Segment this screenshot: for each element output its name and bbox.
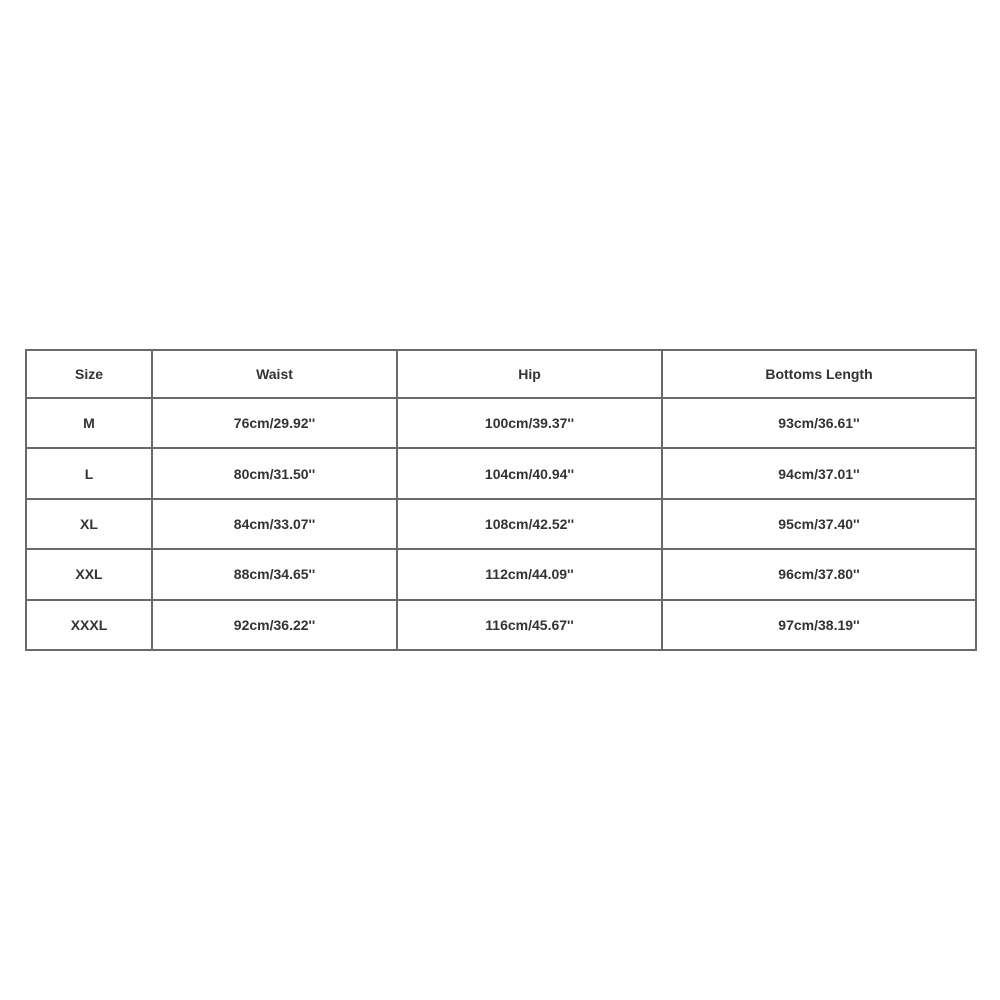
waist-cell: 80cm/31.50'' bbox=[152, 448, 397, 498]
waist-cell: 92cm/36.22'' bbox=[152, 600, 397, 650]
bottoms-length-cell: 97cm/38.19'' bbox=[662, 600, 976, 650]
waist-cell: 88cm/34.65'' bbox=[152, 549, 397, 599]
hip-cell: 116cm/45.67'' bbox=[397, 600, 662, 650]
hip-cell: 112cm/44.09'' bbox=[397, 549, 662, 599]
hip-cell: 108cm/42.52'' bbox=[397, 499, 662, 549]
header-row bbox=[26, 350, 976, 398]
size-cell: L bbox=[26, 448, 152, 498]
waist-cell: 76cm/29.92'' bbox=[152, 398, 397, 448]
bottoms-length-cell: 93cm/36.61'' bbox=[662, 398, 976, 448]
table-row bbox=[26, 600, 976, 650]
bottoms-length-cell: 96cm/37.80'' bbox=[662, 549, 976, 599]
size-chart-table bbox=[25, 349, 977, 651]
bottoms-length-cell: 94cm/37.01'' bbox=[662, 448, 976, 498]
size-cell: M bbox=[26, 398, 152, 448]
table-body bbox=[26, 398, 976, 650]
size-cell: XXXL bbox=[26, 600, 152, 650]
hip-cell: 104cm/40.94'' bbox=[397, 448, 662, 498]
waist-cell: 84cm/33.07'' bbox=[152, 499, 397, 549]
table-row bbox=[26, 398, 976, 448]
header-waist: Waist bbox=[152, 350, 397, 398]
hip-cell: 100cm/39.37'' bbox=[397, 398, 662, 448]
header-size: Size bbox=[26, 350, 152, 398]
table-row bbox=[26, 549, 976, 599]
header-bottoms-length: Bottoms Length bbox=[662, 350, 976, 398]
table-header bbox=[26, 350, 976, 398]
bottoms-length-cell: 95cm/37.40'' bbox=[662, 499, 976, 549]
table-row bbox=[26, 448, 976, 498]
size-cell: XL bbox=[26, 499, 152, 549]
size-cell: XXL bbox=[26, 549, 152, 599]
table-row bbox=[26, 499, 976, 549]
header-hip: Hip bbox=[397, 350, 662, 398]
